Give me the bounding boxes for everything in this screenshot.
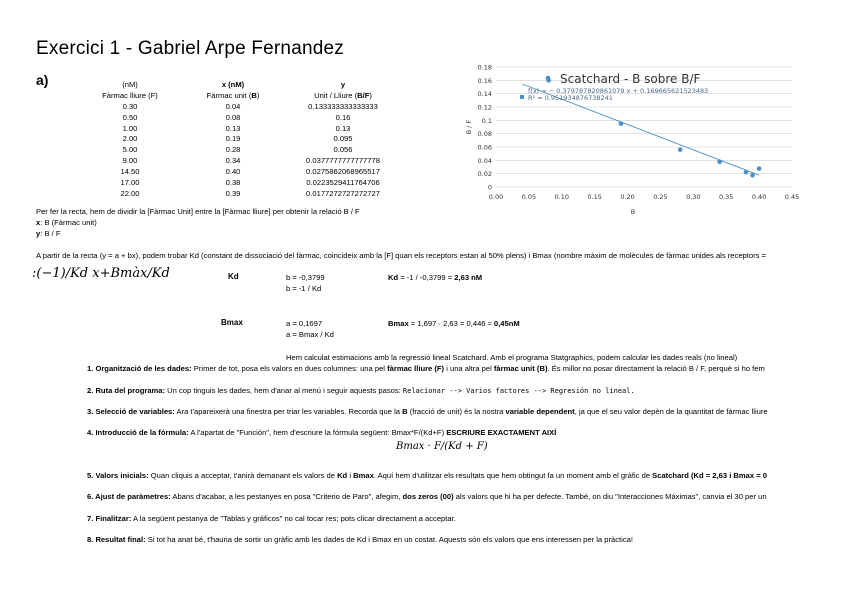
table-header-row: [84, 79, 396, 90]
table-cell: 0.30: [122, 101, 138, 111]
data-table: [84, 79, 396, 199]
note-y: y: B / F: [36, 229, 61, 238]
bmax-calc: Bmax = 1,697 · 2,63 = 0,446 ≈ 0,45nM: [388, 319, 520, 328]
x-tick-label: 0.25: [653, 193, 668, 201]
x-tick-label: 0.10: [554, 193, 570, 201]
legend-marker: [546, 76, 551, 81]
table-row: [84, 101, 396, 112]
table-cell: 0.13: [225, 123, 241, 133]
table-row: [84, 133, 396, 144]
table-cell: 0.04: [225, 101, 241, 111]
table-cell: 0.40: [225, 167, 241, 177]
y-tick-label: 0.02: [477, 170, 492, 179]
data-point: [750, 173, 755, 178]
y-tick-label: 0.06: [477, 143, 492, 152]
x-axis-label: B: [630, 208, 636, 216]
table-cell: 14.50: [120, 167, 140, 177]
x-tick-label: 0.00: [488, 193, 504, 201]
y-tick-label: 0.08: [477, 130, 492, 139]
table-cell: 22.00: [120, 188, 140, 198]
kd-b-value: b = -0,3799: [286, 273, 325, 282]
table-cell: 0.0223529411764706: [306, 177, 380, 187]
note-line: Per fer la recta, hem de dividir la [Fàrmac Unit] entre la [Fàrmac lliure] per obtenir la relació B / F: [36, 207, 360, 216]
table-cell: 0.28: [225, 145, 241, 155]
bmax-label: Bmax: [221, 318, 243, 327]
trendline-equation: f(x) = − 0.379787820861079 x + 0.169665621523483: [528, 87, 709, 95]
step-4: 4. Introducció de la fórmula: A l'apartat de "Función", hem d'escriure la fórmula següent: Bmax*F/(Kd+F) ESCRIURE EXACTAMENT AIXÍ: [87, 428, 557, 437]
page-title: Exercici 1 - Gabriel Arpe Fernandez: [36, 38, 344, 59]
table-row: [84, 144, 396, 155]
x-tick-label: 0.20: [620, 193, 635, 201]
y-tick-label: 0.1: [481, 116, 492, 125]
step-6: 6. Ajust de paràmetres: Abans d'acabar, a les pestanyes en posa "Criterio de Paro", afegim, dos zeros (00) als valors que hi ha per defecte. També, on diu "Interacciones Máximas", canvia el 30 per un: [87, 492, 767, 501]
x-tick-label: 0.30: [686, 193, 701, 201]
table-cell: 17.00: [120, 177, 140, 187]
y-tick-label: 0.16: [477, 76, 492, 85]
x-tick-label: 0.45: [784, 193, 800, 201]
table-cell: 0.0177272727272727: [306, 188, 380, 198]
formula-display: 𝐵𝑚𝑎𝑥 · 𝐹/(𝐾𝑑 + 𝐹): [396, 441, 488, 452]
kd-label: Kd: [228, 272, 239, 281]
legend-marker: [520, 95, 524, 99]
x-tick-label: 0.35: [718, 193, 734, 201]
bmax-a-value: a = 0,1697: [286, 319, 323, 328]
step-1: 1. Organització de les dades: Primer de tot, posa els valors en dues columnes: una pel fàrmac lliure (F) i una altra pel fàrmac unit (B). És millor no posar directament la relació B / F, perquè si ho fem: [87, 364, 765, 373]
y-tick-label: 0.04: [477, 156, 492, 165]
table-cell: 1.00: [122, 123, 138, 133]
table-cell: 2.00: [122, 134, 138, 144]
table-cell: 0.39: [225, 188, 241, 198]
chart-title: Scatchard - B sobre B/F: [560, 72, 701, 86]
header-y: y: [340, 79, 346, 89]
table-cell: 0.50: [122, 112, 138, 122]
table-row: [84, 177, 396, 188]
table-cell: 0.13: [335, 123, 351, 133]
data-point: [678, 147, 683, 152]
x-tick-label: 0.05: [521, 193, 537, 201]
table-row: [84, 112, 396, 123]
table-cell: 0.34: [225, 156, 241, 166]
table-cell: 0.0377777777777778: [306, 156, 380, 166]
intro-text: Hem calculat estimacions amb la regressió lineal Scatchard. Amb el programa Statgraphics, podem calcular les dades reals (no lineal): [286, 353, 738, 362]
y-axis-label: B / F: [465, 119, 473, 135]
step-5: 5. Valors inicials: Quan cliquis a acceptar, t'anirà demanant els valors de Kd i Bmax. Aquí hem d'utilitzar els resultats que hem obtingut fa un moment amb el gràfic de Scatchard (Kd = 2,63 i Bmax = 0: [87, 471, 767, 480]
y-tick-label: 0: [487, 183, 492, 192]
table-cell: 0.08: [225, 112, 241, 122]
x-tick-label: 0.40: [751, 193, 767, 201]
data-point: [619, 121, 624, 126]
table-header-row: [84, 90, 396, 101]
section-label: a): [36, 72, 49, 88]
note-recta: A partir de la recta (y = a + bx), podem trobar Kd (constant de dissociació del fàrmac, coincideix amb la [F] quan els receptors estan al 50% plens) i Bmax (nombre màxim de molècules de fàrmac unides als receptors =: [36, 251, 766, 260]
x-tick-label: 0.15: [587, 193, 602, 201]
chart-svg: [462, 60, 800, 216]
data-point: [744, 170, 749, 175]
table-row: [84, 166, 396, 177]
step-7: 7. Finalitzar: A la següent pestanya de "Tablas y gráficos" no cal tocar res; pots clicar directament a acceptar.: [87, 514, 456, 523]
table-cell: 9.00: [122, 156, 138, 166]
kd-b-formula: b = -1 / Kd: [286, 284, 322, 293]
table-row: [84, 155, 396, 166]
table-row: [84, 123, 396, 134]
table-cell: 0.19: [225, 134, 241, 144]
y-tick-label: 0.14: [477, 90, 492, 99]
header-ratio-label: Unit / Lliure (B/F): [314, 90, 372, 100]
table-row: [84, 188, 396, 199]
table-cell: 0.133333333333333: [308, 101, 378, 111]
table-cell: 0.0275862068965517: [306, 167, 380, 177]
bmax-a-formula: a = Bmax / Kd: [286, 330, 334, 339]
table-cell: 0.095: [333, 134, 353, 144]
r2-label: R² = 0.951934876738241: [528, 94, 613, 102]
data-point: [757, 166, 762, 171]
table-cell: 0.38: [225, 177, 241, 187]
step-2: 2. Ruta del programa: Un cop tinguis les dades, hem d'anar al menú i seguir aquests pasos: Relacionar --> Varios factores --> Regresión no lineal.: [87, 386, 635, 395]
y-tick-label: 0.12: [477, 103, 492, 112]
table-cell: 5.00: [122, 145, 138, 155]
header-free-label: Fàrmac lliure (F): [102, 90, 158, 100]
table-cell: 0.056: [333, 145, 353, 155]
header-free-unit: (nM): [122, 79, 138, 89]
table-cell: 0.16: [335, 112, 351, 122]
data-point: [717, 160, 722, 165]
scatchard-equation: :(−1)/𝐾𝑑 𝑥+𝐵𝑚à𝑥/𝐾𝑑: [32, 266, 170, 281]
header-bound-label: Fàrmac unit (B): [206, 90, 260, 100]
scatchard-chart: [462, 60, 800, 216]
step-8: 8. Resultat final: Si tot ha anat bé, t'hauria de sortir un gràfic amb les dades de Kd i Bmax en un costat. Aquests són els valors que ens interessen per la pràctica!: [87, 535, 633, 544]
y-tick-label: 0.18: [477, 63, 492, 72]
kd-calc: Kd = -1 / -0,3799 = 2,63 nM: [388, 273, 483, 282]
step-3: 3. Selecció de variables: Ara t'apareixerà una finestra per triar les variables. Recorda que la B (fracció de unit) és la nostra variable dependent, ja que el seu valor depèn de la quantitat de fàrmac lliure: [87, 407, 768, 416]
note-x: x: B (Fàrmac unit): [36, 218, 97, 227]
header-x: x (nM): [221, 79, 245, 89]
